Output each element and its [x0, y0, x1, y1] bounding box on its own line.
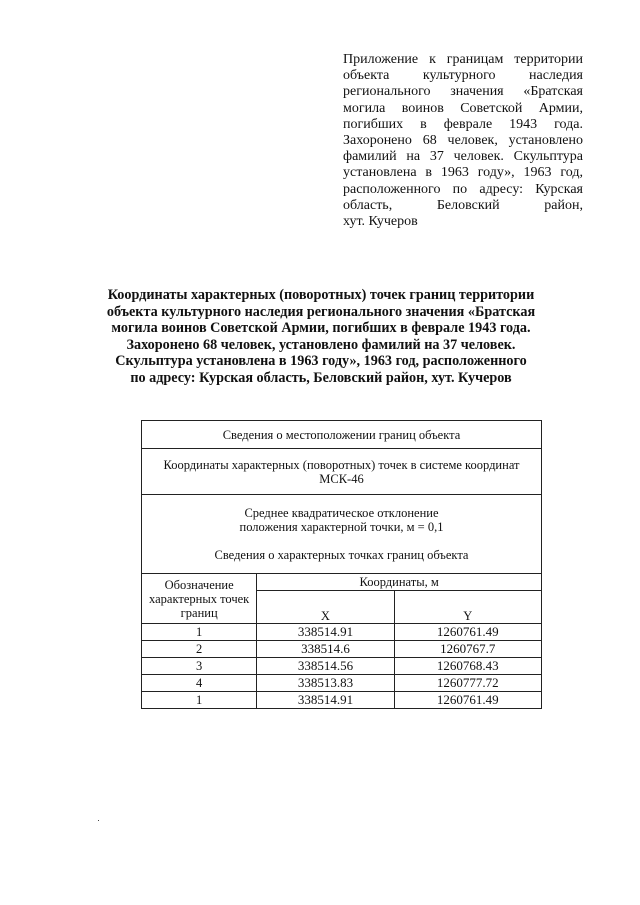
appendix-line: могила воинов Советской Армии,	[343, 100, 583, 116]
heading-line: Координаты характерных (поворотных) точек границ территории	[107, 287, 535, 303]
point-cell: 1	[142, 624, 257, 641]
point-cell: 2	[142, 641, 257, 658]
y-cell: 1260767.7	[394, 641, 541, 658]
appendix-line: Приложение к границам территории	[343, 52, 583, 67]
table-row	[142, 675, 542, 692]
heading-line: по адресу: Курская область, Беловский район, хут. Кучеров	[130, 369, 512, 386]
heading-line: Захоронено 68 человек, установлено фамилий на 37 человек.	[126, 336, 516, 353]
table-row	[142, 624, 542, 641]
x-cell: 338514.91	[257, 624, 394, 641]
y-cell: 1260777.72	[394, 675, 541, 692]
accuracy-text: Среднее квадратическое отклонение	[244, 506, 439, 520]
table-row	[142, 692, 542, 709]
heading-line: объекта культурного наследия регионального значения «Братская	[106, 303, 536, 320]
table-row	[142, 641, 542, 658]
accuracy-value: положения характерной точки, м = 0,1	[239, 520, 444, 534]
heading-line: Скульптура установлена в 1963 году», 1963 год, расположенного	[115, 353, 527, 369]
y-cell: 1260761.49	[394, 692, 541, 709]
y-header: Y	[394, 591, 541, 624]
appendix-line: область, Беловский район,	[343, 197, 583, 213]
table-row	[142, 658, 542, 675]
document-heading	[92, 287, 550, 386]
point-cell: 4	[142, 675, 257, 692]
appendix-line: фамилий на 37 человек. Скульптура	[343, 149, 583, 165]
coordinate-system-text: Координаты характерных (поворотных) точек в системе координат	[163, 457, 520, 472]
appendix-line: расположенного по адресу: Курская	[343, 181, 583, 197]
coordinate-system-cell	[142, 449, 542, 495]
x-header: X	[257, 591, 394, 624]
points-title: Сведения о характерных точках границ объекта	[214, 548, 469, 562]
point-cell: 1	[142, 692, 257, 709]
coordinates-table	[141, 420, 542, 709]
x-cell: 338513.83	[257, 675, 394, 692]
y-cell: 1260768.43	[394, 658, 541, 675]
y-cell: 1260761.49	[394, 624, 541, 641]
heading-line: могила воинов Советской Армии, погибших в феврале 1943 года.	[111, 320, 531, 336]
appendix-line: установлена в 1963 году», 1963 год,	[343, 165, 583, 181]
appendix-line: погибших в феврале 1943 года.	[343, 116, 583, 132]
appendix-line: хут. Кучеров	[343, 214, 418, 230]
accuracy-cell	[142, 495, 542, 574]
location-title-cell: Сведения о местоположении границ объекта	[142, 421, 542, 449]
designation-header: Обозначение характерных точек границ	[142, 574, 257, 624]
x-cell: 338514.56	[257, 658, 394, 675]
appendix-line: объекта культурного наследия	[343, 68, 583, 84]
appendix-note	[343, 52, 583, 230]
coordinate-system-name: МСК-46	[319, 471, 364, 486]
x-cell: 338514.91	[257, 692, 394, 709]
appendix-line: Захоронено 68 человек, установлено	[343, 133, 583, 149]
appendix-line: регионального значения «Братская	[343, 84, 583, 100]
x-cell: 338514.6	[257, 641, 394, 658]
scan-speck	[98, 820, 99, 821]
coordinates-header: Координаты, м	[257, 574, 542, 591]
point-cell: 3	[142, 658, 257, 675]
